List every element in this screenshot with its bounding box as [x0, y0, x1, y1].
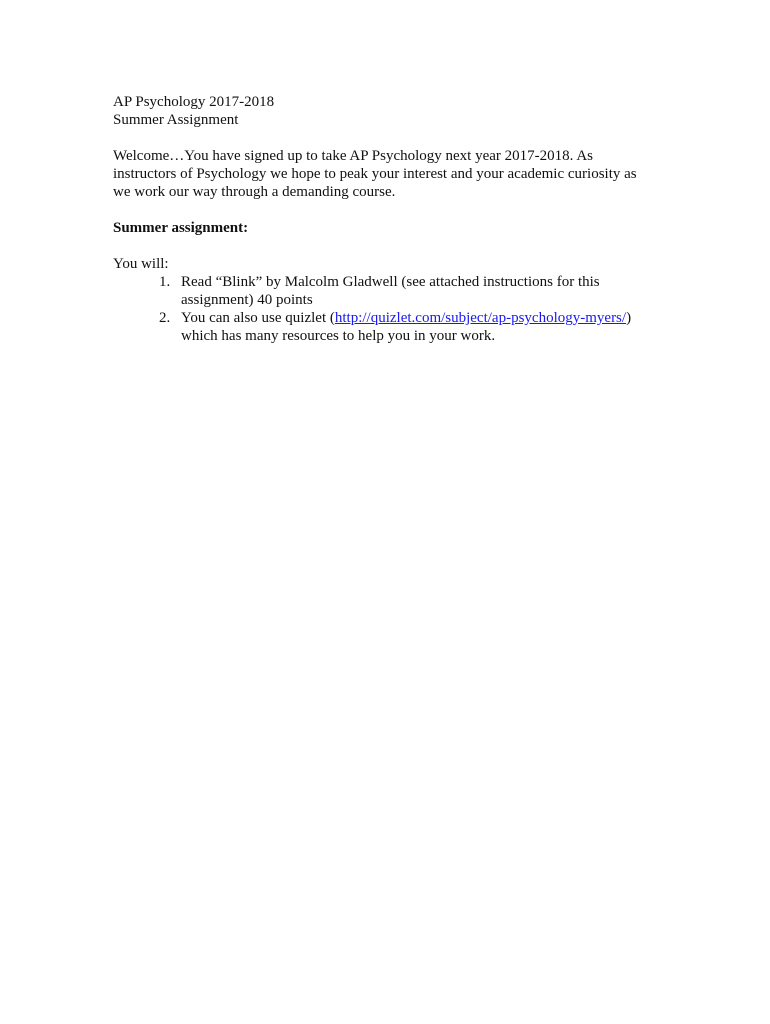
spacer	[113, 129, 673, 147]
list-item-line	[181, 309, 673, 327]
quizlet-link[interactable]: http://quizlet.com/subject/ap-psychology-myers/	[334, 310, 627, 326]
document-title: AP Psychology 2017-2018	[113, 94, 275, 110]
intro-line: Welcome…You have signed up to take AP Psychology next year 2017-2018. As	[113, 148, 593, 164]
list-item-line: Read “Blink” by Malcolm Gladwell (see attached instructions for this	[181, 274, 600, 290]
spacer	[113, 237, 673, 255]
section-heading: Summer assignment:	[113, 220, 249, 236]
you-will-label: You will:	[113, 256, 169, 272]
intro-paragraph	[113, 147, 673, 201]
document-body	[113, 93, 673, 345]
list-item	[113, 273, 673, 309]
assignment-list	[113, 273, 673, 345]
list-item-text: You can also use quizlet (	[181, 310, 335, 326]
list-item-line: which has many resources to help you in your work.	[181, 328, 496, 344]
list-number: 2.	[159, 310, 171, 326]
document-subtitle: Summer Assignment	[113, 112, 239, 128]
intro-line: instructors of Psychology we hope to peak your interest and your academic curiosity as	[113, 166, 637, 182]
intro-line: we work our way through a demanding course.	[113, 184, 396, 200]
list-item	[113, 309, 673, 345]
list-item-line: assignment) 40 points	[181, 292, 313, 308]
list-number: 1.	[159, 274, 171, 290]
list-item-text: )	[626, 310, 632, 326]
spacer	[113, 201, 673, 219]
